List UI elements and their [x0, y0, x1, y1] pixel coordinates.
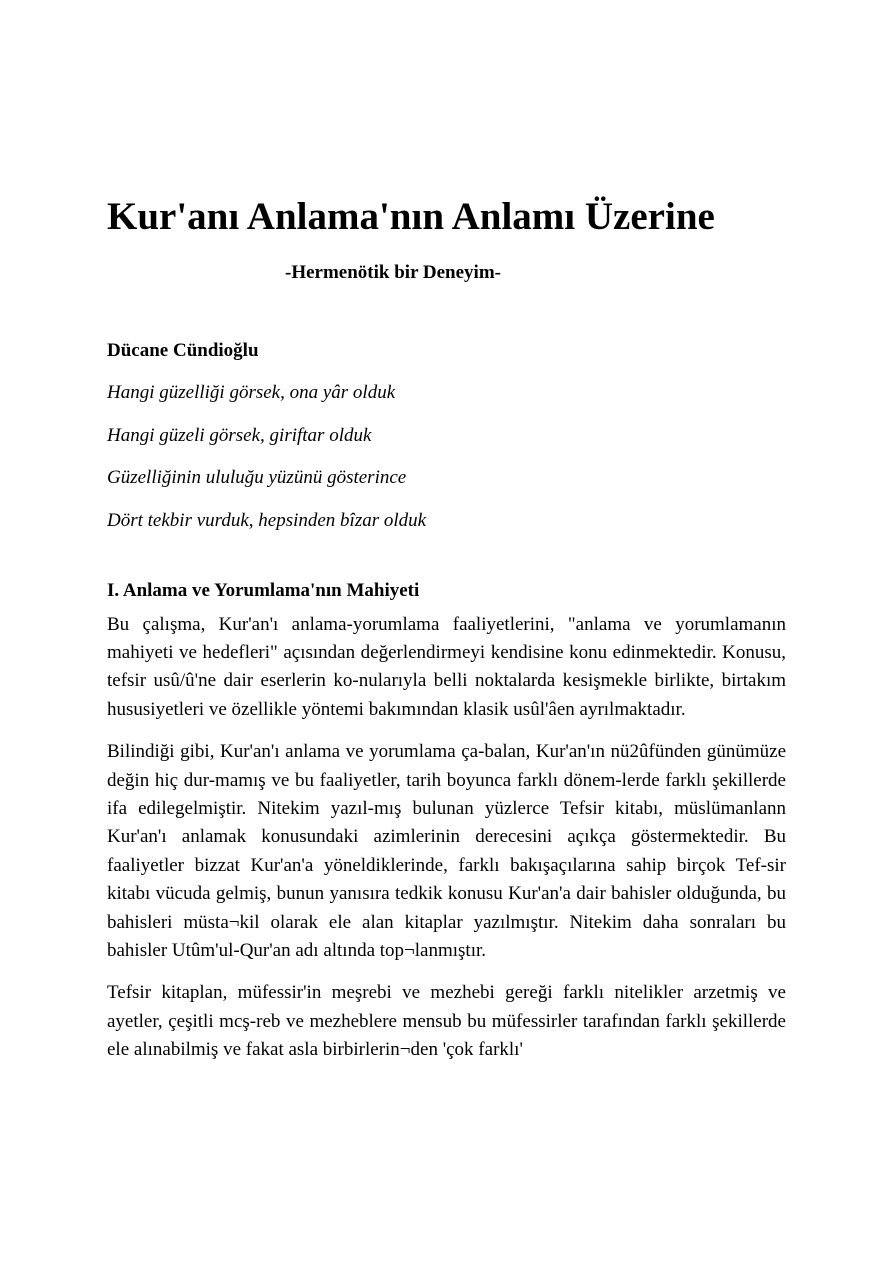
page-title: Kur'anı Anlama'nın Anlamı Üzerine — [107, 195, 715, 238]
poem-line: Dört tekbir vurduk, hepsinden bîzar olduk — [107, 509, 427, 531]
body-paragraph: Bilindiği gibi, Kur'an'ı anlama ve yorumlama ça-balan, Kur'an'ın nü2ûfünden günümüze değin hiç dur-mamış ve bu faaliyetler, tarih boyunca farklı dönem-lerde farklı şekillerde ifa edilegelmiştir. Nitekim yazıl-mış bulunan yüzlerce Tefsir kitabı, müslümanlann Kur'an'ı anlamak konusundaki azimlerinin derecesini açıkça göstermektedir. Bu faaliyetler bizzat Kur'an'a yöneldiklerinde, farklı bakışaçılarına sahip birçok Tef-sir kitabı vücuda gelmiş, bunun yanısıra tedkik konusu Kur'an'a dair bahisler olduğunda, bu bahisleri müsta¬kil olarak ele alan kitaplar yazılmıştır. Nitekim daha sonraları bu bahisler Utûm'ul-Qur'an adı altında top¬lanmıştır. — [107, 741, 786, 961]
author-name: Dücane Cündioğlu — [107, 340, 259, 361]
epigraph-poem — [107, 381, 786, 533]
poem-line: Güzelliğinin ululuğu yüzünü gösterince — [107, 467, 407, 488]
body-paragraph: Bu çalışma, Kur'an'ı anlama-yorumlama faaliyetlerini, "anlama ve yorumlamanın mahiyeti ve hedefleri" açısından değerlendirmeyi kendisine konu edinmektedir. Konusu, tefsir usû/û'ne dair eserlerin ko-nularıyla belli noktalarda kesişmekle birlikte, birtakım hususiyetleri ve özellikle yöntemi bakımından klasik usûl'âen ayrılmaktadır. — [107, 613, 786, 720]
poem-line: Hangi güzelliği görsek, ona yâr olduk — [107, 382, 396, 403]
page-content — [107, 193, 786, 1065]
body-paragraph: Tefsir kitaplan, müfessir'in meşrebi ve mezhebi gereği farklı nitelikler arzetmiş ve ayetler, çeşitli mcş-reb ve mezheblere mensub bu müfessirler tarafından farklı şekillerde ele alınabilmiş ve fakat asla birbirlerin¬den 'çok farklı' — [107, 982, 786, 1061]
section-heading: I. Anlama ve Yorumlama'nın Mahiyeti — [107, 579, 420, 601]
page-subtitle: -Hermenötik bir Deneyim- — [285, 262, 501, 283]
poem-line: Hangi güzeli görsek, giriftar olduk — [107, 424, 372, 446]
